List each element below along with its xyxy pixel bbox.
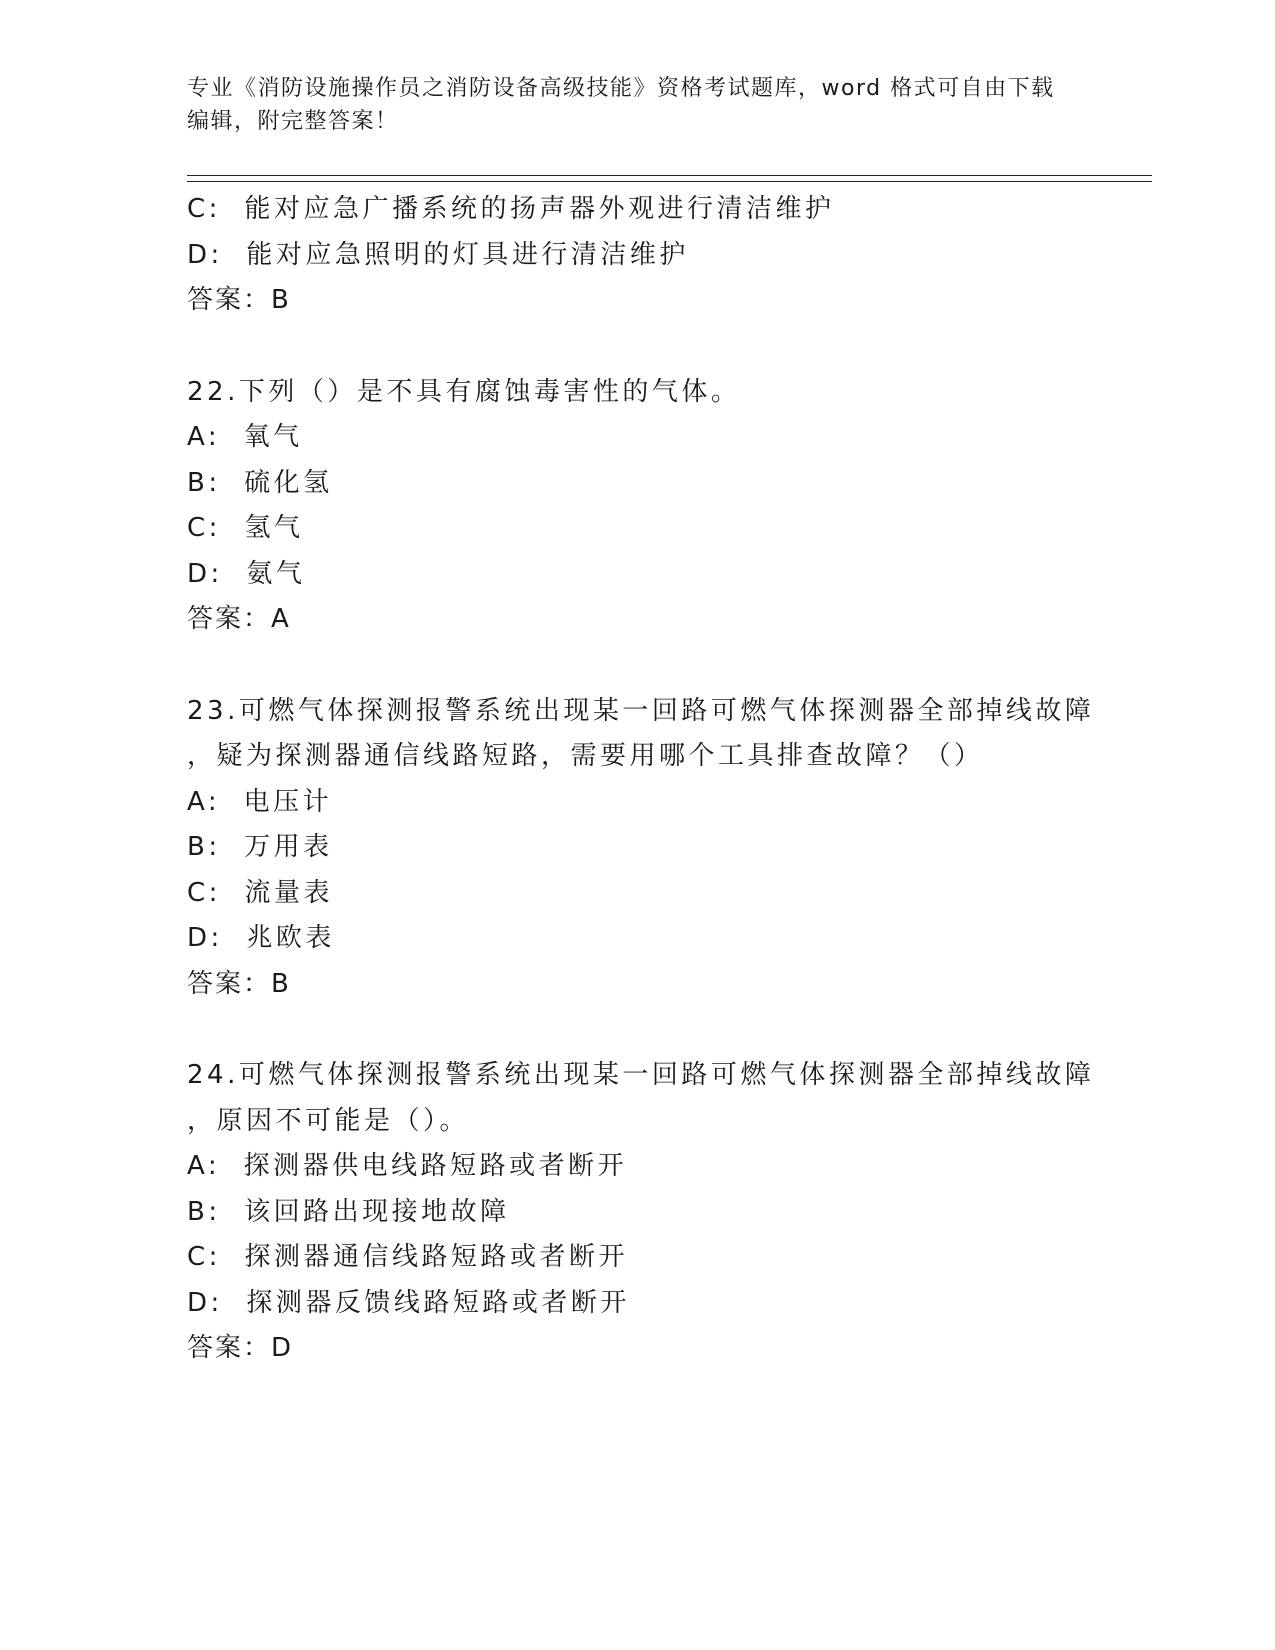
option-b: B: 硫化氢 — [187, 467, 333, 498]
option-d: D: 兆欧表 — [187, 923, 335, 953]
option-d: D: 探测器反馈线路短路或者断开 — [187, 1287, 630, 1318]
answer-value: A — [271, 604, 291, 634]
header-divider-top — [187, 175, 1152, 176]
option-d: D: 能对应急照明的灯具进行清洁维护 — [187, 239, 689, 270]
question-list — [187, 187, 1095, 1372]
question-stem: 24.可燃气体探测报警系统出现某一回路可燃气体探测器全部掉线故障 — [187, 1060, 1095, 1090]
question-stem-continued: ，疑为探测器通信线路短路，需要用哪个工具排查故障？（） — [187, 741, 984, 771]
option-b: B: 该回路出现接地故障 — [187, 1196, 510, 1227]
option-a: A: 氧气 — [187, 422, 303, 452]
answer-line: 答案：B — [187, 285, 291, 315]
answer-value: D — [271, 1333, 294, 1363]
question-stem: 23.可燃气体探测报警系统出现某一回路可燃气体探测器全部掉线故障 — [187, 695, 1095, 726]
option-c: C: 流量表 — [187, 877, 333, 908]
option-a: A: 探测器供电线路短路或者断开 — [187, 1151, 628, 1181]
question-22 — [187, 370, 1087, 643]
answer-line: 答案：A — [187, 604, 291, 634]
option-c: C: 探测器通信线路短路或者断开 — [187, 1242, 628, 1272]
document-header: 专业《消防设施操作员之消防设备高级技能》资格考试题库，word 格式可自由下载编辑，附完整答案！ — [187, 76, 1055, 134]
answer-value: B — [271, 285, 291, 315]
header-divider-bottom — [187, 181, 1152, 182]
answer-line: 答案：B — [187, 968, 291, 999]
question-23 — [187, 689, 1095, 1008]
option-b: B: 万用表 — [187, 832, 333, 862]
option-c: C: 能对应急广播系统的扬声器外观进行清洁维护 — [187, 194, 835, 224]
option-d: D: 氨气 — [187, 558, 306, 589]
question-21-continued — [187, 187, 1087, 324]
question-stem: 22.下列（）是不具有腐蚀毒害性的气体。 — [187, 376, 741, 407]
question-stem-continued: ，原因不可能是（）。 — [187, 1105, 470, 1136]
answer-value: B — [271, 968, 291, 999]
question-24 — [187, 1053, 1095, 1372]
option-c: C: 氢气 — [187, 513, 304, 543]
answer-line: 答案：D — [187, 1333, 294, 1363]
option-a: A: 电压计 — [187, 786, 333, 817]
